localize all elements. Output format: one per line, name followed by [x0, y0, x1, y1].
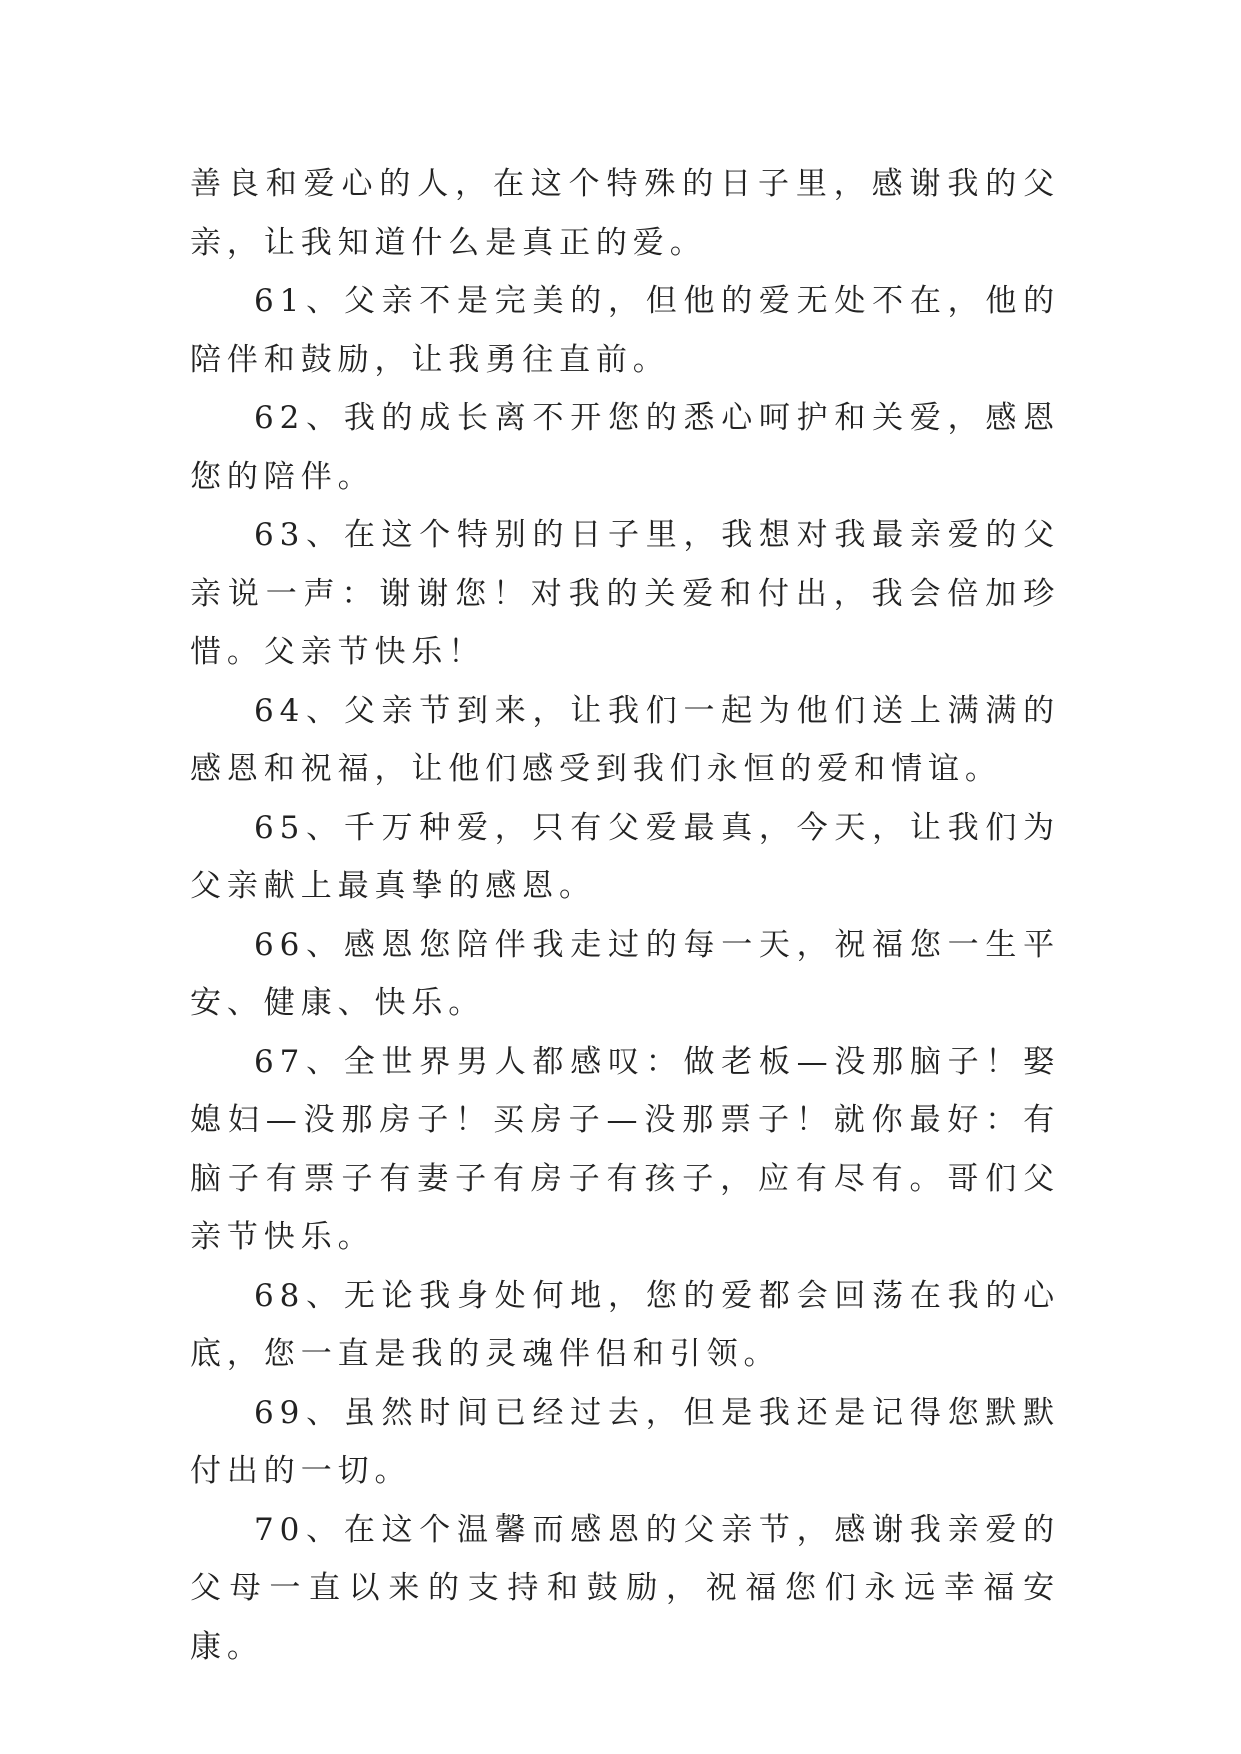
paragraph-item-63: 63、在这个特别的日子里，我想对我最亲爱的父亲说一声：谢谢您！对我的关爱和付出，我会倍加珍惜。父亲节快乐！	[190, 517, 1060, 670]
paragraph-item-62: 62、我的成长离不开您的悉心呵护和关爱，感恩您的陪伴。	[190, 400, 1060, 495]
paragraph-item-67: 67、全世界男人都感叹：做老板—没那脑子！娶媳妇—没那房子！买房子—没那票子！就你最好：有脑子有票子有妻子有房子有孩子，应有尽有。哥们父亲节快乐。	[190, 1043, 1060, 1255]
paragraph-item-61: 61、父亲不是完美的，但他的爱无处不在，他的陪伴和鼓励，让我勇往直前。	[190, 283, 1060, 378]
paragraph-item-68: 68、无论我身处何地，您的爱都会回荡在我的心底，您一直是我的灵魂伴侣和引领。	[190, 1277, 1060, 1372]
paragraph-item-65: 65、千万种爱，只有父爱最真，今天，让我们为父亲献上最真挚的感恩。	[190, 809, 1060, 904]
document-body	[190, 155, 1060, 1676]
paragraph-continuation: 善良和爱心的人，在这个特殊的日子里，感谢我的父亲，让我知道什么是真正的爱。	[190, 166, 1060, 261]
paragraph-item-70: 70、在这个温馨而感恩的父亲节，感谢我亲爱的父母一直以来的支持和鼓励，祝福您们永远幸福安康。	[190, 1511, 1060, 1665]
paragraph-item-69: 69、虽然时间已经过去，但是我还是记得您默默付出的一切。	[190, 1394, 1060, 1489]
paragraph-item-64: 64、父亲节到来，让我们一起为他们送上满满的感恩和祝福，让他们感受到我们永恒的爱和情谊。	[190, 692, 1060, 787]
paragraph-item-66: 66、感恩您陪伴我走过的每一天，祝福您一生平安、健康、快乐。	[190, 926, 1060, 1021]
